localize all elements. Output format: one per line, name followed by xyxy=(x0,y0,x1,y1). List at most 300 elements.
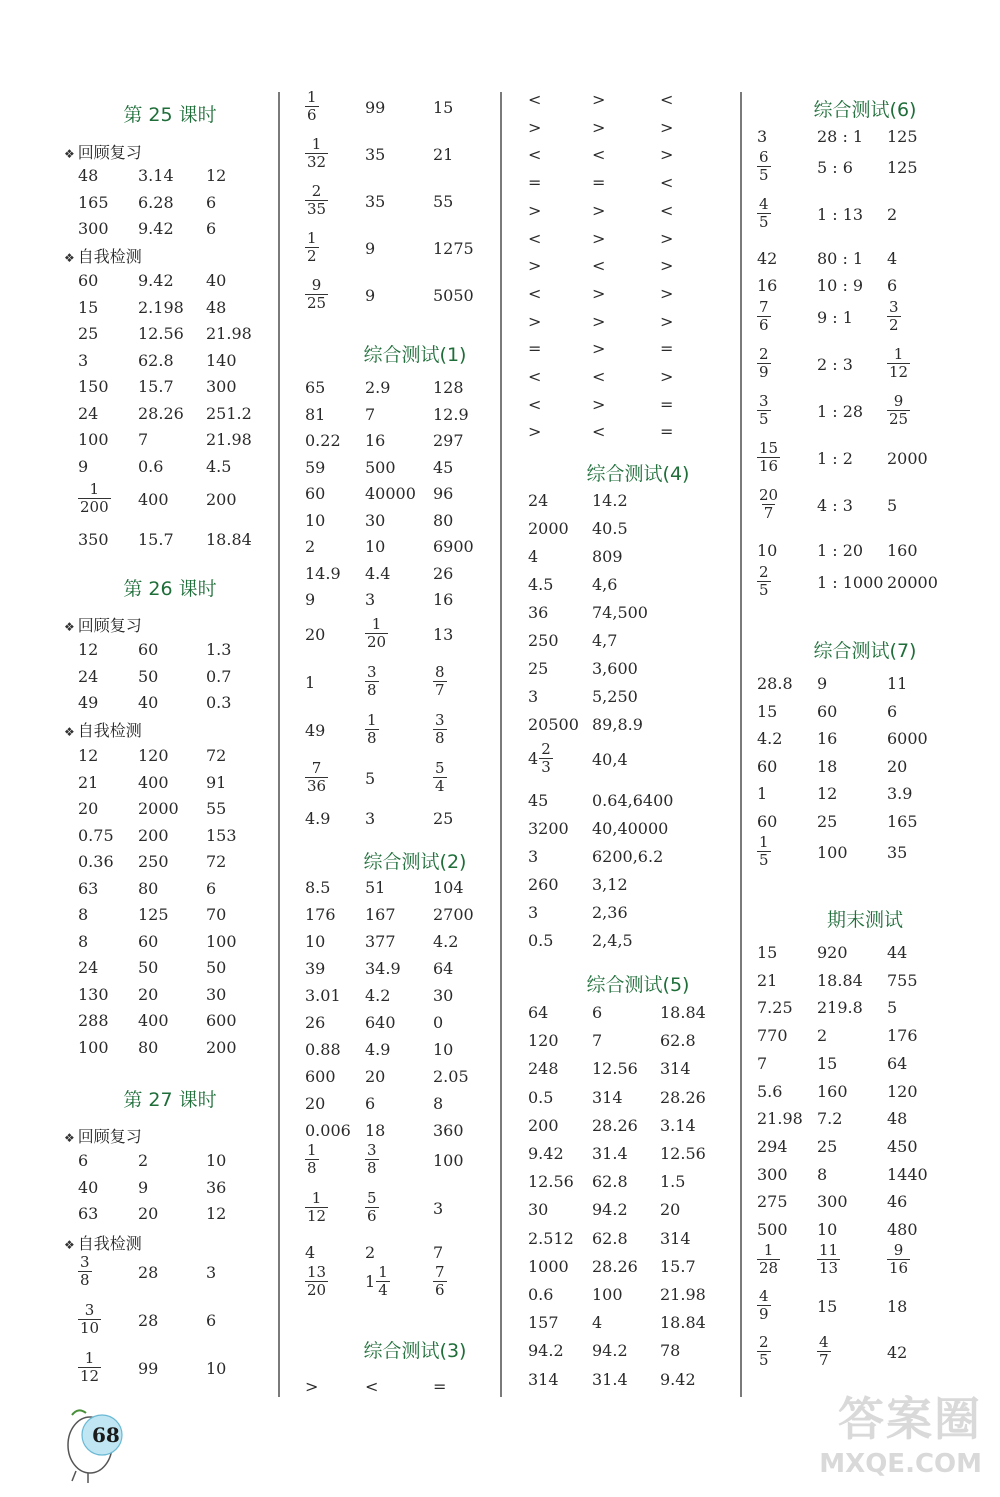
answer-value: > xyxy=(592,90,606,109)
answer-value: 3,600 xyxy=(592,659,638,678)
answer-value: 360 xyxy=(433,1121,464,1140)
answer-value: 165 xyxy=(887,811,918,831)
denominator: 7 xyxy=(819,1351,829,1369)
answer-value: 5 xyxy=(365,769,376,788)
answer-value: 81 xyxy=(305,404,326,424)
denominator: 25 xyxy=(307,294,327,312)
answer-value: 60 xyxy=(817,701,838,721)
answer-value: 16 xyxy=(433,590,454,609)
answer-value: 72 xyxy=(206,746,227,765)
answer-value: = xyxy=(528,339,542,359)
denominator: 2 xyxy=(889,316,899,334)
answer-value: 3.01 xyxy=(305,986,341,1005)
answer-value: = xyxy=(592,173,606,193)
answer-value: 10 xyxy=(305,510,326,530)
denominator: 12 xyxy=(889,363,909,381)
answer-value: 10 xyxy=(433,1040,454,1059)
answer-value: < xyxy=(528,90,542,109)
denominator: 5 xyxy=(759,1351,769,1369)
answer-value: 35 xyxy=(365,192,386,211)
answer-value: 100 xyxy=(78,1037,109,1057)
answer-value: 15 xyxy=(433,98,454,117)
answer-value: 60 xyxy=(138,931,159,951)
answer-value: 20 xyxy=(305,625,326,644)
answer-value: 12 xyxy=(206,1204,227,1223)
answer-value: 74,500 xyxy=(592,603,648,622)
section-title: 第 27 课时 xyxy=(123,1089,217,1111)
answer-value: 20 xyxy=(138,984,159,1004)
answer-value: 3 xyxy=(528,687,539,706)
answer-value: 275 xyxy=(757,1192,788,1212)
denominator: 6 xyxy=(307,106,317,124)
answer-value: 9 xyxy=(305,590,316,609)
answer-value: 8.5 xyxy=(305,878,331,897)
denominator: 28 xyxy=(759,1259,779,1277)
answer-value: 3 xyxy=(365,590,376,609)
answer-value: > xyxy=(592,339,606,359)
answer-value: < xyxy=(365,1377,379,1396)
fraction xyxy=(433,1264,447,1299)
answer-value: 28 : 1 xyxy=(817,127,864,146)
answer-value: < xyxy=(592,256,606,276)
denominator: 7 xyxy=(763,504,774,522)
denominator: 4 xyxy=(435,777,445,795)
answer-value: 12 xyxy=(817,784,838,803)
answer-value: < xyxy=(528,145,542,165)
denominator: 20 xyxy=(307,1281,327,1299)
answer-value: 10 xyxy=(365,537,386,556)
denominator: 16 xyxy=(759,457,779,475)
answer-value: 30 xyxy=(206,984,227,1004)
answer-value: 30 xyxy=(433,986,454,1005)
answer-value: 63 xyxy=(78,1204,99,1223)
answer-value: 2 xyxy=(817,1026,828,1046)
answer-value: 28.8 xyxy=(757,674,793,693)
fraction xyxy=(433,760,447,795)
answer-value: 160 xyxy=(817,1081,848,1101)
answer-value: 64 xyxy=(528,1003,549,1022)
answer-value: 100 xyxy=(433,1151,464,1170)
numerator: 1 xyxy=(378,1263,388,1281)
answer-value: 7.2 xyxy=(817,1109,843,1129)
answer-value: 0.5 xyxy=(528,1087,554,1107)
answer-value: 9 xyxy=(365,239,376,258)
answer-value: 62.8 xyxy=(592,1228,628,1248)
answer-value: 125 xyxy=(887,158,918,177)
answer-value: 294 xyxy=(757,1136,788,1156)
answer-value: 1440 xyxy=(887,1164,928,1184)
section-title: 综合测试(2) xyxy=(363,851,467,873)
denominator: 13 xyxy=(819,1259,839,1277)
answer-value: > xyxy=(592,283,606,303)
answer-value: 8 xyxy=(78,905,89,924)
section-title: 第 26 课时 xyxy=(123,578,217,600)
answer-value: 4.9 xyxy=(365,1040,391,1059)
answer-value: 5050 xyxy=(433,286,474,305)
answer-value: 150 xyxy=(78,377,109,396)
answer-value: 2 xyxy=(138,1151,149,1170)
answer-value: 3 xyxy=(528,903,539,922)
answer-value: 48 xyxy=(206,297,227,317)
fraction xyxy=(757,564,771,599)
answer-value: 16 xyxy=(817,729,838,748)
answer-value: 36 xyxy=(206,1177,227,1197)
answer-value: 2 xyxy=(887,205,898,224)
answer-value: 100 xyxy=(817,843,848,862)
answer-value: 314 xyxy=(660,1228,691,1248)
answer-value: 0.22 xyxy=(305,431,341,450)
answer-value: 50 xyxy=(206,958,227,977)
answer-value: 6.28 xyxy=(138,192,174,212)
denominator: 6 xyxy=(759,316,769,334)
answer-value: 24 xyxy=(78,403,99,423)
answer-value: 251.2 xyxy=(206,403,252,423)
answer-value: 6 xyxy=(887,275,898,295)
answer-value: 12.56 xyxy=(138,324,184,343)
column-divider xyxy=(740,92,742,1397)
answer-value: 25 xyxy=(817,1136,838,1156)
answer-value: = xyxy=(433,1377,447,1396)
answer-value: 100 xyxy=(78,430,109,449)
answer-value: 63 xyxy=(78,878,99,898)
answer-value: 3.9 xyxy=(887,784,913,803)
denominator: 8 xyxy=(80,1271,90,1289)
answer-value: 7 xyxy=(433,1243,444,1262)
answer-value: 140 xyxy=(206,350,237,370)
answer-value: 28 xyxy=(138,1311,159,1330)
numerator: 1 xyxy=(371,615,382,633)
denominator: 8 xyxy=(367,729,377,747)
answer-value: 120 xyxy=(528,1031,559,1051)
answer-value: 62.8 xyxy=(592,1172,628,1192)
denominator: 9 xyxy=(759,363,769,381)
page-number: 68 xyxy=(92,1423,120,1447)
answer-value: 28.26 xyxy=(138,403,184,423)
numerator: 4 xyxy=(759,1287,769,1305)
answer-value: 8 xyxy=(78,931,89,951)
answer-value: 2,4,5 xyxy=(592,931,633,950)
answer-value: 15 xyxy=(757,943,778,962)
fraction xyxy=(757,487,780,522)
answer-value: 21.98 xyxy=(206,324,252,343)
answer-value: 18.84 xyxy=(660,1313,706,1333)
subsection-label: ❖ 回顾复习 xyxy=(64,140,142,163)
answer-value: 5 xyxy=(887,496,898,515)
section-title: 综合测试(1) xyxy=(363,344,467,366)
denominator: 8 xyxy=(367,681,377,699)
numerator: 3 xyxy=(367,663,377,681)
answer-value: 99 xyxy=(138,1359,159,1378)
numerator: 9 xyxy=(893,1241,904,1259)
denominator: 5 xyxy=(759,410,769,428)
answer-value: > xyxy=(592,117,606,137)
answer-value: 60 xyxy=(305,484,326,503)
answer-value: 20 xyxy=(305,1094,326,1113)
answer-value: 15.7 xyxy=(660,1256,696,1276)
answer-value: 15 xyxy=(78,297,99,317)
answer-value: 72 xyxy=(206,852,227,871)
answer-value: 0.36 xyxy=(78,852,114,871)
answer-value: 200 xyxy=(528,1115,559,1135)
answer-value: 176 xyxy=(887,1026,918,1046)
answer-value: 1 xyxy=(305,673,316,692)
numerator: 15 xyxy=(759,439,779,457)
answer-value: 9.42 xyxy=(138,271,174,290)
answer-value: 6200,6.2 xyxy=(592,847,664,866)
answer-value: 94.2 xyxy=(592,1200,628,1220)
answer-value: 4 xyxy=(592,1313,603,1333)
answer-value: 96 xyxy=(433,484,454,503)
answer-value: 248 xyxy=(528,1059,559,1079)
answer-value: > xyxy=(305,1377,319,1396)
answer-value: 1 : 1000 xyxy=(817,573,884,592)
numerator: 1 xyxy=(307,88,317,106)
answer-value: 15 xyxy=(757,701,778,721)
fraction xyxy=(78,1302,101,1337)
answer-value: 200 xyxy=(206,1037,237,1057)
answer-value: 1 : 2 xyxy=(817,449,853,468)
answer-value: 0.88 xyxy=(305,1040,341,1059)
answer-value: 48 xyxy=(887,1109,908,1129)
numerator: 1 xyxy=(893,345,904,363)
fraction xyxy=(305,1142,319,1177)
answer-value: 0.7 xyxy=(206,666,232,686)
answer-value: 1 : 13 xyxy=(817,205,864,224)
column-divider xyxy=(500,92,502,1397)
column-divider xyxy=(278,92,280,1397)
answer-value: 120 xyxy=(138,746,169,765)
denominator: 9 xyxy=(759,1305,769,1323)
watermark-url: MXQE.COM xyxy=(819,1449,982,1479)
answer-value: 300 xyxy=(206,377,237,396)
answer-value: 9.42 xyxy=(528,1144,564,1163)
denominator: 6 xyxy=(367,1207,377,1225)
answer-value: 7 xyxy=(757,1053,768,1073)
answer-value: 10 : 9 xyxy=(817,275,864,295)
answer-value: > xyxy=(660,145,674,165)
answer-value: 4.4 xyxy=(365,563,391,583)
answer-value: 6 xyxy=(887,701,898,721)
mixed-number xyxy=(365,1264,390,1299)
denominator: 20 xyxy=(367,633,387,651)
answer-value: 6 xyxy=(206,219,217,238)
answer-value: 3 xyxy=(78,350,89,370)
answer-value: 2000 xyxy=(528,519,569,538)
numerator: 2 xyxy=(759,345,769,363)
answer-value: 176 xyxy=(305,905,336,924)
answer-value: 12 xyxy=(78,746,99,765)
section-title: 综合测试(5) xyxy=(586,974,690,996)
answer-value: 4,6 xyxy=(592,575,618,594)
denominator: 6 xyxy=(435,1281,445,1299)
answer-value: 91 xyxy=(206,772,227,792)
fraction xyxy=(365,664,379,699)
fraction xyxy=(305,1264,328,1299)
answer-value: 21 xyxy=(757,970,778,990)
fraction xyxy=(757,440,780,475)
answer-value: < xyxy=(592,145,606,165)
answer-value: 48 xyxy=(78,166,99,185)
fraction xyxy=(757,393,771,428)
answer-value: 28.26 xyxy=(592,1256,638,1276)
answer-value: 60 xyxy=(757,811,778,831)
answer-value: 3 xyxy=(206,1263,217,1282)
fraction xyxy=(365,712,379,747)
answer-value: 400 xyxy=(138,772,169,792)
answer-value: 400 xyxy=(138,1011,169,1030)
numerator: 9 xyxy=(893,392,904,410)
numerator: 1 xyxy=(311,135,322,153)
answer-value: < xyxy=(660,200,674,220)
answer-value: 2,36 xyxy=(592,903,628,922)
answer-value: 42 xyxy=(757,249,778,268)
answer-value: 4 xyxy=(887,249,898,268)
answer-value: 62.8 xyxy=(138,350,174,370)
answer-value: 26 xyxy=(433,563,454,583)
answer-value: 9 xyxy=(817,674,828,693)
answer-value: 300 xyxy=(757,1164,788,1184)
watermark-logo: 答案圈 xyxy=(838,1392,982,1446)
answer-value: 40000 xyxy=(365,484,416,503)
answer-value: 7.25 xyxy=(757,998,793,1018)
answer-value: 2 xyxy=(365,1243,376,1262)
fraction xyxy=(757,299,771,334)
answer-value: 3 xyxy=(528,847,539,866)
answer-value: 167 xyxy=(365,905,396,924)
answer-value: 3 xyxy=(365,809,376,828)
answer-value: 3 xyxy=(433,1199,444,1218)
answer-value: 200 xyxy=(138,825,169,845)
fraction xyxy=(365,1190,379,1225)
answer-value: 60 xyxy=(78,271,99,290)
answer-value: > xyxy=(660,311,674,331)
fraction xyxy=(539,741,553,776)
fraction xyxy=(78,481,111,516)
answer-value: 125 xyxy=(887,127,918,146)
answer-value: 104 xyxy=(433,878,464,897)
subsection-label: ❖ 自我检测 xyxy=(64,718,142,741)
answer-value: 46 xyxy=(887,1192,908,1212)
answer-value: 59 xyxy=(305,457,326,477)
answer-value: 50 xyxy=(138,958,159,977)
numerator: 2 xyxy=(759,1333,769,1351)
answer-value: < xyxy=(528,283,542,303)
answer-value: 94.2 xyxy=(528,1341,564,1361)
numerator: 3 xyxy=(759,392,769,410)
numerator: 1 xyxy=(311,1189,322,1207)
answer-value: 80 xyxy=(433,510,454,530)
denominator: 16 xyxy=(889,1259,909,1277)
section-title: 综合测试(4) xyxy=(586,463,690,485)
answer-value: 4.2 xyxy=(757,729,783,748)
fraction xyxy=(305,230,319,265)
denominator: 10 xyxy=(80,1319,100,1337)
denominator: 5 xyxy=(759,166,769,184)
answer-value: 314 xyxy=(660,1059,691,1079)
answer-value: > xyxy=(592,311,606,331)
answer-value: 9 : 1 xyxy=(817,308,853,327)
fraction xyxy=(757,196,771,231)
numerator: 1 xyxy=(89,480,100,498)
answer-value: 16 xyxy=(365,431,386,450)
fraction xyxy=(887,346,910,381)
answer-value: 2000 xyxy=(138,799,179,818)
answer-value: > xyxy=(592,228,606,248)
answer-value: 600 xyxy=(206,1011,237,1030)
answer-value: 2.05 xyxy=(433,1067,469,1086)
fraction xyxy=(757,1288,771,1323)
answer-value: 40 xyxy=(78,1177,99,1197)
answer-value: 300 xyxy=(78,219,109,238)
fraction xyxy=(305,136,328,171)
fraction xyxy=(887,299,901,334)
answer-value: 18.84 xyxy=(817,970,863,990)
answer-value: 160 xyxy=(887,541,918,560)
answer-value: 4 : 3 xyxy=(817,496,853,515)
answer-value: 42 xyxy=(887,1343,908,1362)
answer-value: 6900 xyxy=(433,537,474,556)
answer-value: 94.2 xyxy=(592,1341,628,1361)
answer-value: = xyxy=(660,339,674,359)
answer-value: 600 xyxy=(305,1067,336,1086)
answer-value: 9 xyxy=(138,1177,149,1197)
numerator: 5 xyxy=(367,1189,377,1207)
mixed-number xyxy=(528,741,553,776)
answer-value: 200 xyxy=(206,490,237,509)
answer-value: 28.26 xyxy=(592,1115,638,1135)
answer-value: > xyxy=(660,283,674,303)
answer-value: 21 xyxy=(78,772,99,792)
answer-value: > xyxy=(528,422,542,442)
numerator: 3 xyxy=(367,1141,377,1159)
numerator: 2 xyxy=(541,740,551,758)
answer-value: 3200 xyxy=(528,819,569,838)
answer-value: 31.4 xyxy=(592,1369,628,1389)
answer-value: 0.006 xyxy=(305,1121,351,1140)
answer-value: 400 xyxy=(138,490,169,509)
numerator: 2 xyxy=(311,182,322,200)
answer-value: 51 xyxy=(365,878,386,897)
answer-value: 5,250 xyxy=(592,687,638,706)
answer-value: 6 xyxy=(592,1003,603,1022)
numerator: 1 xyxy=(759,833,769,851)
fraction xyxy=(305,183,328,218)
subsection-label: ❖ 自我检测 xyxy=(64,1231,142,1254)
answer-value: < xyxy=(528,394,542,414)
answer-value: < xyxy=(660,173,674,193)
denominator: 25 xyxy=(889,410,909,428)
answer-value: > xyxy=(660,367,674,386)
denominator: 8 xyxy=(307,1159,317,1177)
answer-value: 6 xyxy=(78,1151,89,1170)
denominator: 200 xyxy=(80,498,109,516)
denominator: 5 xyxy=(759,851,769,869)
answer-value: 36 xyxy=(528,603,549,622)
answer-value: 20500 xyxy=(528,715,579,734)
section-title: 综合测试(7) xyxy=(813,640,917,662)
answer-value: 2.512 xyxy=(528,1228,574,1248)
answer-value: 10 xyxy=(305,932,326,951)
denominator: 32 xyxy=(307,153,327,171)
answer-value: 6 xyxy=(206,1311,217,1330)
answer-value: < xyxy=(528,228,542,248)
answer-value: 65 xyxy=(305,378,326,397)
answer-value: 14.9 xyxy=(305,563,341,583)
answer-value: 40.5 xyxy=(592,519,628,538)
answer-value: 128 xyxy=(433,378,464,397)
answer-value: 25 xyxy=(817,811,838,831)
answer-value: 0.75 xyxy=(78,825,114,845)
